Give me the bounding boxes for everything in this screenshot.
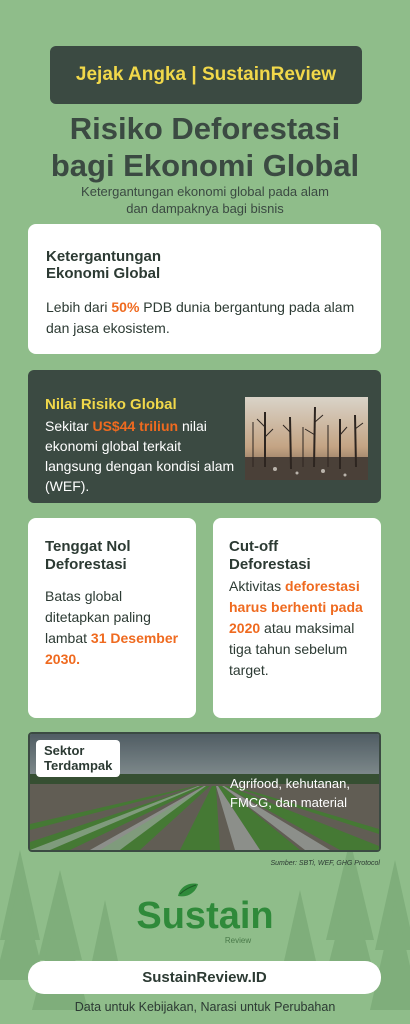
- dependency-highlight: 50%: [111, 299, 140, 315]
- page-title: [0, 110, 410, 184]
- subtitle-line-1: Ketergantungan ekonomi global pada alam: [81, 184, 329, 199]
- source-note: Sumber: SBTi, WEF, GHG Protocol: [270, 860, 380, 867]
- dependency-text-before: Lebih dari: [46, 299, 112, 315]
- logo-subtext: Review: [224, 936, 252, 945]
- deadline-heading-line-1: Tenggat Nol: [45, 538, 131, 555]
- deadline-text: [45, 586, 185, 670]
- dependency-heading-line-1: Ketergantungan: [46, 248, 162, 265]
- cutoff-heading-line-1: Cut-off: [229, 538, 279, 555]
- burnt-forest-image: [245, 397, 368, 480]
- footer-tagline: Data untuk Kebijakan, Narasi untuk Perubahan: [74, 1000, 336, 1014]
- subtitle-line-2: dan dampaknya bagi bisnis: [126, 201, 284, 216]
- cutoff-heading: [229, 538, 374, 574]
- dependency-card: [28, 224, 381, 354]
- risk-text-after: nilai ekonomi global terkait langsung dengan kondisi alam (WEF).: [45, 418, 235, 494]
- risk-text-before: Sekitar: [45, 418, 93, 434]
- header-tag: [50, 46, 362, 104]
- title-line-2: bagi Ekonomi Global: [50, 148, 360, 183]
- cutoff-text-after: atau maksimal tiga tahun sebelum target.: [229, 620, 355, 678]
- dependency-text: [46, 297, 366, 339]
- deadline-heading-line-2: Deforestasi: [45, 556, 127, 573]
- cutoff-text-before: Aktivitas: [229, 578, 286, 594]
- risk-card: [28, 370, 381, 503]
- dependency-text-after: PDB dunia bergantung pada alam dan jasa ekosistem.: [46, 299, 355, 336]
- sectors-badge-line-1: Sektor: [44, 743, 85, 758]
- sectors-card: [28, 732, 381, 852]
- sectors-badge-line-2: Terdampak: [44, 758, 113, 773]
- cutoff-card: [213, 518, 381, 718]
- deadline-highlight: 31 Desember 2030.: [45, 630, 179, 667]
- title-line-1: Risiko Deforestasi: [69, 111, 341, 146]
- deadline-card: [28, 518, 196, 718]
- deadline-heading: [45, 538, 190, 574]
- deadline-text-before: Batas global ditetapkan paling lambat: [45, 588, 151, 646]
- sectors-badge: [36, 740, 120, 777]
- risk-heading: Nilai Risiko Global: [45, 396, 177, 413]
- site-url-button[interactable]: SustainReview.ID: [28, 961, 381, 994]
- dependency-heading: [46, 248, 161, 282]
- page-subtitle: [0, 183, 410, 217]
- risk-text: [45, 416, 235, 496]
- cutoff-text: [229, 576, 374, 681]
- risk-highlight: US$44 triliun: [92, 418, 179, 434]
- logo-text: Sustain: [136, 895, 274, 937]
- header-tag-text: Jejak Angka | SustainReview: [75, 64, 337, 85]
- sectors-text: Agrifood, kehutanan, FMCG, dan material: [230, 776, 350, 810]
- cutoff-heading-line-2: Deforestasi: [229, 556, 311, 573]
- dependency-heading-line-2: Ekonomi Global: [46, 265, 161, 282]
- cutoff-highlight: deforestasi harus berhenti pada 2020: [229, 578, 363, 636]
- sustain-review-logo: [120, 880, 290, 950]
